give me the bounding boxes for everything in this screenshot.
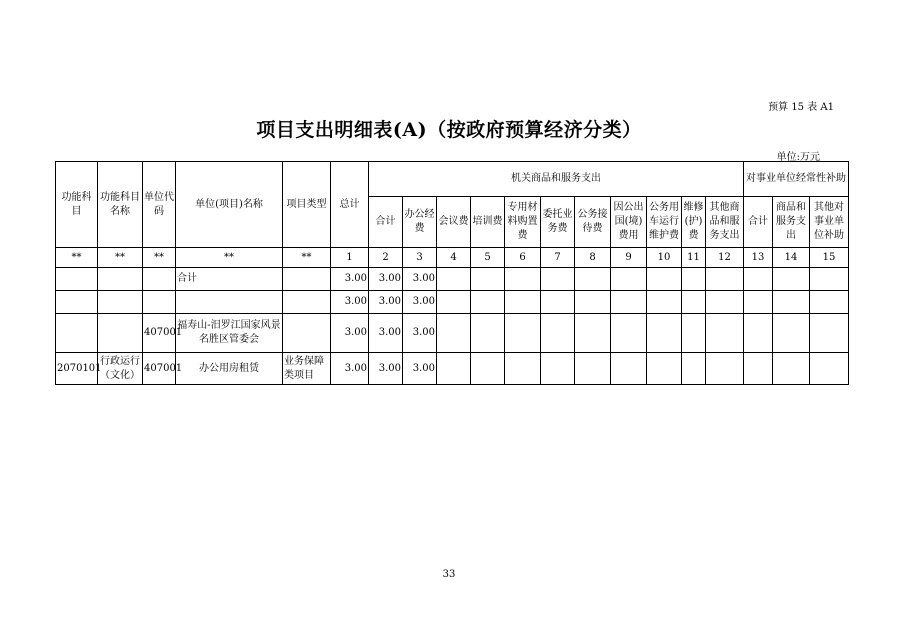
- cell-empty: [505, 314, 541, 353]
- header-sub: 委托业务费: [541, 197, 575, 248]
- cell-empty: [437, 353, 471, 385]
- cell-empty: [541, 291, 575, 314]
- cell-total: 3.00: [331, 291, 369, 314]
- cell-unit-name: 福寿山-汨罗江国家风景名胜区管委会: [176, 314, 283, 353]
- cell-subtotal: 3.00: [369, 353, 403, 385]
- cell-unit-code: 407001: [143, 353, 176, 385]
- index-cell: 11: [682, 248, 706, 268]
- table-row: [56, 314, 849, 353]
- cell-unit-name: [176, 291, 283, 314]
- index-cell: 1: [331, 248, 369, 268]
- index-cell: **: [143, 248, 176, 268]
- index-cell: 13: [744, 248, 773, 268]
- cell-office-fee: 3.00: [403, 353, 437, 385]
- table-row: [56, 291, 849, 314]
- index-row: [56, 248, 849, 268]
- cell-subtotal: 3.00: [369, 268, 403, 291]
- header-sub: 办公经费: [403, 197, 437, 248]
- cell-empty: [810, 268, 849, 291]
- cell-empty: [541, 353, 575, 385]
- index-cell: **: [283, 248, 331, 268]
- header-total: 总计: [331, 162, 369, 248]
- cell-total: 3.00: [331, 268, 369, 291]
- header-sub: 会议费: [437, 197, 471, 248]
- cell-empty: [773, 291, 810, 314]
- index-cell: 9: [611, 248, 647, 268]
- cell-empty: [437, 268, 471, 291]
- cell-empty: [744, 268, 773, 291]
- cell-empty: [541, 314, 575, 353]
- table-row: [56, 353, 849, 385]
- cell-empty: [810, 314, 849, 353]
- index-cell: 10: [647, 248, 682, 268]
- cell-empty: [471, 314, 505, 353]
- unit-label: 单位:万元: [776, 152, 820, 163]
- header-sub: 合计: [369, 197, 403, 248]
- cell-empty: [773, 268, 810, 291]
- header-func-code: 功能科目: [56, 162, 98, 248]
- cell-project-type: [283, 268, 331, 291]
- cell-total: 3.00: [331, 314, 369, 353]
- index-cell: 5: [471, 248, 505, 268]
- cell-unit-name: 合计: [176, 268, 283, 291]
- cell-empty: [505, 268, 541, 291]
- header-sub: 公务接待费: [575, 197, 611, 248]
- page-number: 33: [442, 569, 456, 580]
- cell-empty: [647, 314, 682, 353]
- cell-project-type: [283, 291, 331, 314]
- cell-empty: [744, 353, 773, 385]
- cell-empty: [682, 268, 706, 291]
- cell-empty: [575, 353, 611, 385]
- cell-office-fee: 3.00: [403, 314, 437, 353]
- index-cell: 14: [773, 248, 810, 268]
- cell-project-type: [283, 314, 331, 353]
- cell-unit-code: [143, 268, 176, 291]
- header-sub: 培训费: [471, 197, 505, 248]
- header-func-name: 功能科目名称: [98, 162, 143, 248]
- index-cell: 3: [403, 248, 437, 268]
- index-cell: 12: [706, 248, 744, 268]
- index-cell: **: [98, 248, 143, 268]
- cell-empty: [611, 291, 647, 314]
- cell-empty: [706, 353, 744, 385]
- cell-func-code: [56, 268, 98, 291]
- cell-unit-name: 办公用房租赁: [176, 353, 283, 385]
- header-unit-code: 单位代码: [143, 162, 176, 248]
- header-sub: 公务用车运行维护费: [647, 197, 682, 248]
- index-cell: 7: [541, 248, 575, 268]
- cell-empty: [682, 314, 706, 353]
- cell-func-name: [98, 314, 143, 353]
- form-code: 预算 15 表 A1: [768, 102, 834, 113]
- cell-empty: [647, 291, 682, 314]
- header-sub: 其他商品和服务支出: [706, 197, 744, 248]
- cell-empty: [706, 314, 744, 353]
- index-cell: 4: [437, 248, 471, 268]
- index-cell: 8: [575, 248, 611, 268]
- cell-office-fee: 3.00: [403, 268, 437, 291]
- cell-empty: [611, 268, 647, 291]
- cell-unit-code: [143, 291, 176, 314]
- index-cell: **: [176, 248, 283, 268]
- cell-empty: [471, 353, 505, 385]
- index-cell: **: [56, 248, 98, 268]
- header-unit-name: 单位(项目)名称: [176, 162, 283, 248]
- cell-empty: [471, 291, 505, 314]
- cell-empty: [810, 291, 849, 314]
- header-sub: 维修(护)费: [682, 197, 706, 248]
- cell-func-code: [56, 314, 98, 353]
- header-project-type: 项目类型: [283, 162, 331, 248]
- cell-empty: [575, 291, 611, 314]
- cell-empty: [773, 314, 810, 353]
- cell-office-fee: 3.00: [403, 291, 437, 314]
- cell-empty: [437, 291, 471, 314]
- expenditure-table: [55, 161, 849, 385]
- cell-empty: [647, 353, 682, 385]
- header-group-subsidy: 对事业单位经常性补助: [744, 162, 849, 197]
- cell-empty: [471, 268, 505, 291]
- cell-empty: [575, 314, 611, 353]
- cell-empty: [505, 291, 541, 314]
- header-sub: 其他对事业单位补助: [810, 197, 849, 248]
- cell-empty: [541, 268, 575, 291]
- header-sub: 因公出国(境)费用: [611, 197, 647, 248]
- index-cell: 2: [369, 248, 403, 268]
- index-cell: 6: [505, 248, 541, 268]
- cell-empty: [437, 314, 471, 353]
- cell-func-name: 行政运行（文化）: [98, 353, 143, 385]
- table-row: [56, 268, 849, 291]
- index-cell: 15: [810, 248, 849, 268]
- cell-func-code: [56, 291, 98, 314]
- cell-empty: [647, 268, 682, 291]
- cell-empty: [611, 314, 647, 353]
- header-group-org: 机关商品和服务支出: [369, 162, 744, 197]
- cell-empty: [744, 291, 773, 314]
- cell-func-name: [98, 291, 143, 314]
- cell-empty: [744, 314, 773, 353]
- page-title: 项目支出明细表(A)（按政府预算经济分类）: [256, 119, 642, 141]
- cell-empty: [706, 291, 744, 314]
- cell-empty: [505, 353, 541, 385]
- cell-empty: [682, 353, 706, 385]
- cell-func-name: [98, 268, 143, 291]
- cell-unit-code: 407001: [143, 314, 176, 353]
- cell-empty: [773, 353, 810, 385]
- cell-project-type: 业务保障类项目: [283, 353, 331, 385]
- header-sub: 商品和服务支出: [773, 197, 810, 248]
- cell-empty: [575, 268, 611, 291]
- cell-subtotal: 3.00: [369, 291, 403, 314]
- cell-empty: [682, 291, 706, 314]
- header-sub: 专用材料购置费: [505, 197, 541, 248]
- cell-subtotal: 3.00: [369, 314, 403, 353]
- cell-empty: [611, 353, 647, 385]
- cell-func-code: 2070101: [56, 353, 98, 385]
- header-sub: 合计: [744, 197, 773, 248]
- header-row-group: [56, 162, 849, 197]
- cell-total: 3.00: [331, 353, 369, 385]
- cell-empty: [810, 353, 849, 385]
- cell-empty: [706, 268, 744, 291]
